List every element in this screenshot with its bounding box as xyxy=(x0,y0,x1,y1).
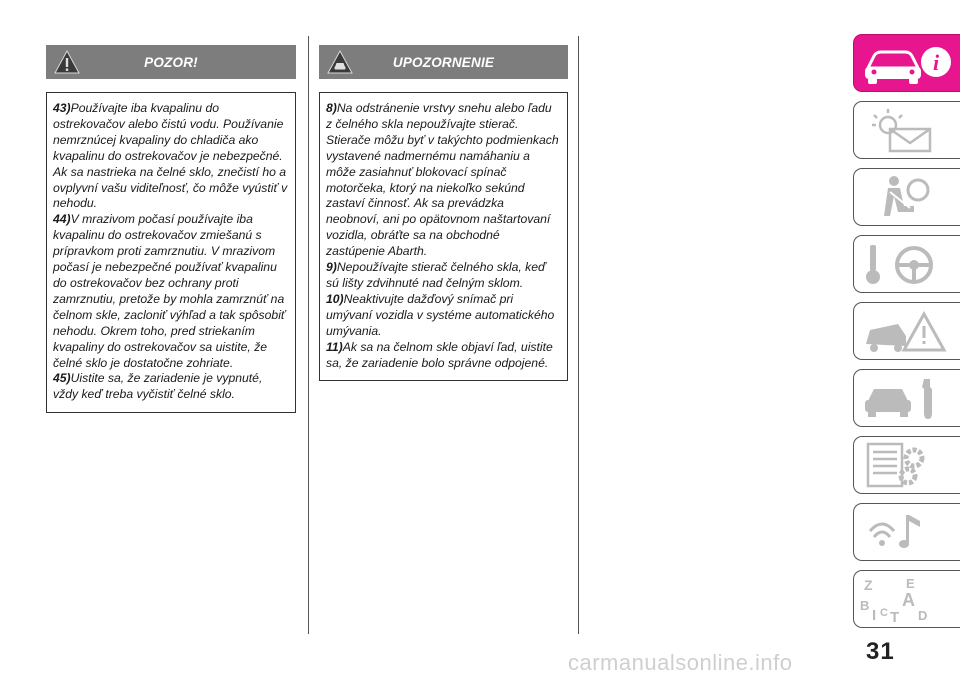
tab-warning-lights[interactable] xyxy=(853,101,960,159)
svg-text:Z: Z xyxy=(864,577,873,593)
note-10: 10)Neaktivujte dažďový snímač pri umývaní vozidla v systéme automatického umývania. xyxy=(326,291,555,338)
tab-technical-data[interactable] xyxy=(853,436,960,494)
caution-panel-body xyxy=(319,92,568,381)
caution-panel xyxy=(319,45,568,381)
page-number: 31 xyxy=(866,638,895,665)
car-info-icon xyxy=(860,38,952,88)
svg-text:I: I xyxy=(872,607,877,624)
caution-panel-title: UPOZORNENIE xyxy=(392,54,495,70)
note-8: 8)Na odstránenie vrstvy snehu alebo ľadu z čelného skla nepoužívajte stierač. Stierače môžu byť v takýchto podmienkach vystavené nadmernému namáhaniu a môže zasiahnuť blokovací spínač motorčeka, ktorý na niekoľko sekúnd zastaví činnosť. Ak sa prevádzka neobnoví, ani po opätovnom naštartovaní vozidla, obráťte sa na obchodné zastúpenie Abarth. xyxy=(326,101,559,259)
alphabet-index-icon xyxy=(860,574,952,624)
svg-text:E: E xyxy=(906,576,915,591)
tab-safety[interactable] xyxy=(853,168,960,226)
tab-maintenance[interactable] xyxy=(853,369,960,427)
note-44: 44)V mrazivom počasí používajte iba kvapalinu do ostrekovačov zmiešanú s prípravkom proti zamrznutiu. V mrazivom počasí je nebezpečné používať kvapalinu do ostrekovačov bez ochrany proti zamrznutiu, pretože by mohla zamrznúť na čelnom skle, zacloniť výhľad a tak spôsobiť nehodu. Okrem toho, pred striekaním kvapaliny do ostrekovačov sa uistite, že čelné sklo je dostatočne zohriate. xyxy=(53,212,286,370)
tab-index[interactable] xyxy=(853,570,960,628)
music-signal-icon xyxy=(860,507,952,557)
car-accident-warning-icon xyxy=(860,306,952,356)
svg-text:T: T xyxy=(890,609,900,624)
car-warning-icon xyxy=(327,49,353,75)
svg-text:C: C xyxy=(880,607,888,619)
warning-panel-header xyxy=(46,45,296,79)
watermark: carmanualsonline.info xyxy=(568,650,793,675)
note-45: 45)Uistite sa, že zariadenie je vypnuté, vždy keď treba vyčistiť čelné sklo. xyxy=(53,371,263,402)
caution-panel-header xyxy=(319,45,568,79)
tab-multimedia[interactable] xyxy=(853,503,960,561)
seat-airbag-icon xyxy=(860,172,952,222)
warning-lights-envelope-icon xyxy=(860,105,952,155)
svg-text:A: A xyxy=(902,590,915,610)
svg-text:D: D xyxy=(918,608,928,623)
tab-car-info[interactable] xyxy=(853,34,960,92)
car-wrench-icon xyxy=(860,373,952,423)
column-divider-right xyxy=(578,36,579,634)
tab-emergency[interactable] xyxy=(853,302,960,360)
svg-text:B: B xyxy=(860,598,870,613)
note-43: 43)Používajte iba kvapalinu do ostrekovačov alebo čistú vodu. Používanie nemrznúcej kvapaliny do chladiča ako kvapalinu do ostrekovačov je nebezpečné. Ak sa nastrieka na čelné sklo, znečistí ho a ovplyvní vašu viditeľnosť, čo môže vyústiť v nehodu. xyxy=(53,101,288,211)
specs-gears-icon xyxy=(860,440,952,490)
warning-panel xyxy=(46,45,296,413)
warning-triangle-icon xyxy=(54,49,80,75)
tab-starting-driving[interactable] xyxy=(853,235,960,293)
svg-text:i: i xyxy=(932,50,940,75)
note-11: 11)Ak sa na čelnom skle objaví ľad, uistite sa, že zariadenie bolo správne odpojené. xyxy=(326,339,553,370)
note-9: 9)Nepoužívajte stierač čelného skla, keď sú lišty zdvihnuté nad čelným sklom. xyxy=(326,260,546,290)
column-divider-left xyxy=(308,36,309,634)
warning-panel-title: POZOR! xyxy=(144,54,198,70)
warning-panel-body xyxy=(46,92,296,413)
key-steering-wheel-icon xyxy=(860,239,952,289)
